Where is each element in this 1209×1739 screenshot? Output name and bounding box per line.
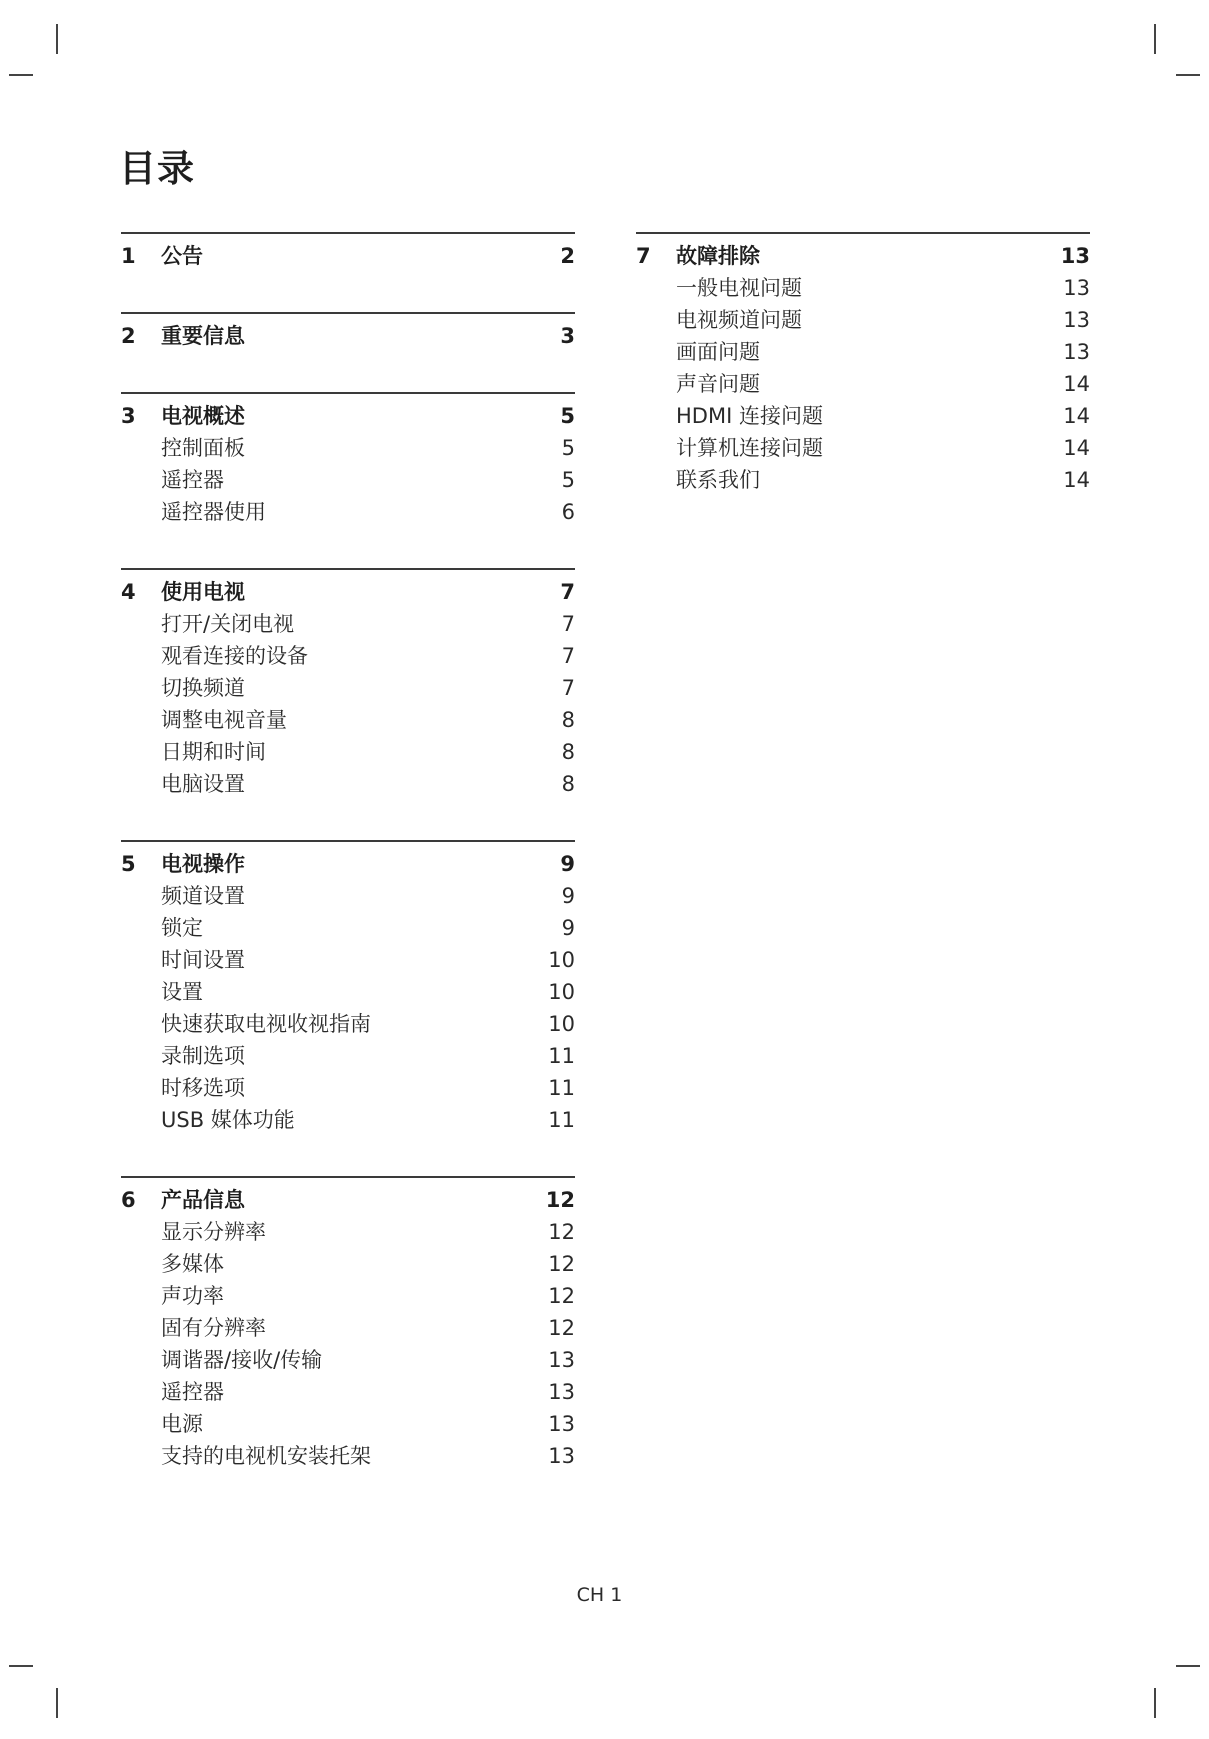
entry-title: 电源 bbox=[161, 1412, 203, 1436]
entry-page-number: 8 bbox=[561, 772, 575, 796]
entry-title: 声功率 bbox=[161, 1284, 224, 1308]
toc-entry-link[interactable] bbox=[636, 336, 1090, 368]
entry-title: 时间设置 bbox=[161, 948, 245, 972]
toc-chapter-link[interactable] bbox=[121, 320, 575, 352]
entry-title: 控制面板 bbox=[161, 436, 245, 460]
entry-title: 电脑设置 bbox=[161, 772, 245, 796]
entry-title: 多媒体 bbox=[161, 1252, 224, 1276]
toc-entry-link[interactable] bbox=[121, 1104, 575, 1136]
entry-title: 固有分辨率 bbox=[161, 1316, 266, 1340]
entry-page-number: 12 bbox=[548, 1316, 575, 1340]
entry-page-number: 13 bbox=[548, 1444, 575, 1468]
entry-title: 切换频道 bbox=[161, 676, 245, 700]
entry-title: 观看连接的设备 bbox=[161, 644, 308, 668]
chapter-page-number: 2 bbox=[560, 244, 575, 268]
toc-entry-link[interactable] bbox=[121, 608, 575, 640]
toc-section bbox=[121, 1176, 575, 1472]
toc-chapter-link[interactable] bbox=[121, 576, 575, 608]
toc-entry-link[interactable] bbox=[636, 368, 1090, 400]
entry-page-number: 10 bbox=[548, 1012, 575, 1036]
toc-entry-link[interactable] bbox=[121, 1008, 575, 1040]
chapter-title: 故障排除 bbox=[676, 244, 760, 268]
toc-entry-link[interactable] bbox=[121, 1408, 575, 1440]
entry-page-number: 5 bbox=[561, 468, 575, 492]
entry-title: 录制选项 bbox=[161, 1044, 245, 1068]
entry-page-number: 11 bbox=[548, 1044, 575, 1068]
entry-page-number: 8 bbox=[561, 740, 575, 764]
toc-entry-link[interactable] bbox=[121, 1216, 575, 1248]
crop-mark bbox=[1154, 24, 1156, 54]
crop-mark bbox=[9, 1665, 33, 1667]
entry-title: 支持的电视机安装托架 bbox=[161, 1444, 371, 1468]
entry-title: 调整电视音量 bbox=[161, 708, 287, 732]
chapter-title: 重要信息 bbox=[161, 324, 245, 348]
toc-entry-link[interactable] bbox=[121, 1312, 575, 1344]
page-footer bbox=[0, 1584, 1209, 1606]
entry-title: 打开/关闭电视 bbox=[161, 612, 295, 636]
toc-section bbox=[636, 232, 1090, 496]
crop-mark bbox=[56, 24, 58, 54]
entry-title: 时移选项 bbox=[161, 1076, 245, 1100]
toc-entry-link[interactable] bbox=[636, 432, 1090, 464]
entry-title: 遥控器 bbox=[161, 468, 224, 492]
toc-right-column bbox=[636, 232, 1090, 496]
toc-entry-link[interactable] bbox=[121, 768, 575, 800]
chapter-title: 公告 bbox=[161, 244, 203, 268]
entry-title: 频道设置 bbox=[161, 884, 245, 908]
entry-title: 电视频道问题 bbox=[676, 308, 802, 332]
toc-chapter-link[interactable] bbox=[121, 400, 575, 432]
chapter-page-number: 5 bbox=[560, 404, 575, 428]
toc-entry-link[interactable] bbox=[121, 1248, 575, 1280]
toc-entry-link[interactable] bbox=[636, 464, 1090, 496]
chapter-number: 7 bbox=[636, 244, 651, 268]
chapter-number: 4 bbox=[121, 580, 136, 604]
entry-title: 一般电视问题 bbox=[676, 276, 802, 300]
crop-mark bbox=[9, 74, 33, 76]
entry-title: 画面问题 bbox=[676, 340, 760, 364]
entry-page-number: 9 bbox=[561, 916, 575, 940]
entry-page-number: 13 bbox=[548, 1380, 575, 1404]
entry-title: 遥控器使用 bbox=[161, 500, 266, 524]
chapter-title: 电视概述 bbox=[161, 404, 245, 428]
crop-mark bbox=[1154, 1688, 1156, 1718]
toc-entry-link[interactable] bbox=[121, 1280, 575, 1312]
entry-title: 快速获取电视收视指南 bbox=[161, 1012, 371, 1036]
entry-page-number: 5 bbox=[561, 436, 575, 460]
entry-title: 联系我们 bbox=[676, 468, 760, 492]
entry-page-number: 8 bbox=[561, 708, 575, 732]
toc-entry-link[interactable] bbox=[121, 464, 575, 496]
toc-entry-link[interactable] bbox=[121, 704, 575, 736]
toc-section bbox=[121, 568, 575, 800]
toc-entry-link[interactable] bbox=[121, 912, 575, 944]
chapter-page-number: 7 bbox=[560, 580, 575, 604]
entry-page-number: 14 bbox=[1063, 468, 1090, 492]
entry-title: 遥控器 bbox=[161, 1380, 224, 1404]
toc-section bbox=[121, 312, 575, 352]
chapter-number: 6 bbox=[121, 1188, 136, 1212]
toc-entry-link[interactable] bbox=[636, 304, 1090, 336]
page-label: CH 1 bbox=[576, 1584, 623, 1606]
chapter-title: 使用电视 bbox=[161, 580, 245, 604]
entry-page-number: 14 bbox=[1063, 436, 1090, 460]
entry-page-number: 13 bbox=[1063, 340, 1090, 364]
entry-page-number: 7 bbox=[561, 644, 575, 668]
toc-chapter-link[interactable] bbox=[121, 1184, 575, 1216]
entry-page-number: 12 bbox=[548, 1220, 575, 1244]
toc-entry-link[interactable] bbox=[121, 1440, 575, 1472]
entry-page-number: 9 bbox=[561, 884, 575, 908]
entry-page-number: 13 bbox=[548, 1412, 575, 1436]
entry-title: 设置 bbox=[161, 980, 203, 1004]
toc-entry-link[interactable] bbox=[636, 272, 1090, 304]
entry-page-number: 12 bbox=[548, 1284, 575, 1308]
entry-title: 锁定 bbox=[161, 916, 203, 940]
toc-entry-link[interactable] bbox=[121, 640, 575, 672]
entry-page-number: 14 bbox=[1063, 372, 1090, 396]
chapter-number: 3 bbox=[121, 404, 136, 428]
toc-entry-link[interactable] bbox=[121, 1376, 575, 1408]
entry-page-number: 13 bbox=[1063, 308, 1090, 332]
chapter-title: 产品信息 bbox=[161, 1188, 245, 1212]
entry-title: USB 媒体功能 bbox=[161, 1108, 295, 1132]
toc-chapter-link[interactable] bbox=[121, 848, 575, 880]
entry-title: 日期和时间 bbox=[161, 740, 266, 764]
toc-section bbox=[121, 392, 575, 528]
crop-mark bbox=[56, 1688, 58, 1718]
chapter-title: 电视操作 bbox=[161, 852, 245, 876]
entry-page-number: 6 bbox=[561, 500, 575, 524]
toc-section bbox=[121, 840, 575, 1136]
toc-section bbox=[121, 232, 575, 272]
chapter-page-number: 9 bbox=[560, 852, 575, 876]
entry-page-number: 11 bbox=[548, 1108, 575, 1132]
toc-entry-link[interactable] bbox=[121, 880, 575, 912]
page-title: 目录 bbox=[119, 147, 195, 190]
toc-entry-link[interactable] bbox=[121, 432, 575, 464]
toc-entry-link[interactable] bbox=[121, 1344, 575, 1376]
entry-page-number: 13 bbox=[548, 1348, 575, 1372]
toc-chapter-link[interactable] bbox=[121, 240, 575, 272]
toc-entry-link[interactable] bbox=[636, 400, 1090, 432]
entry-page-number: 10 bbox=[548, 980, 575, 1004]
entry-page-number: 14 bbox=[1063, 404, 1090, 428]
toc-left-column bbox=[121, 232, 575, 1472]
chapter-page-number: 12 bbox=[545, 1188, 575, 1212]
entry-page-number: 11 bbox=[548, 1076, 575, 1100]
entry-title: 调谐器/接收/传输 bbox=[161, 1348, 323, 1372]
toc-entry-link[interactable] bbox=[121, 672, 575, 704]
chapter-page-number: 3 bbox=[560, 324, 575, 348]
toc-chapter-link[interactable] bbox=[636, 240, 1090, 272]
chapter-number: 1 bbox=[121, 244, 136, 268]
entry-title: 声音问题 bbox=[676, 372, 760, 396]
crop-mark bbox=[1176, 74, 1200, 76]
entry-page-number: 12 bbox=[548, 1252, 575, 1276]
toc-entry-link[interactable] bbox=[121, 496, 575, 528]
entry-title: HDMI 连接问题 bbox=[676, 404, 823, 428]
entry-page-number: 13 bbox=[1063, 276, 1090, 300]
toc-entry-link[interactable] bbox=[121, 976, 575, 1008]
entry-page-number: 7 bbox=[561, 676, 575, 700]
toc-entry-link[interactable] bbox=[121, 1072, 575, 1104]
toc-entry-link[interactable] bbox=[121, 736, 575, 768]
entry-page-number: 7 bbox=[561, 612, 575, 636]
chapter-page-number: 13 bbox=[1060, 244, 1090, 268]
toc-entry-link[interactable] bbox=[121, 1040, 575, 1072]
chapter-number: 2 bbox=[121, 324, 136, 348]
crop-mark bbox=[1176, 1665, 1200, 1667]
entry-page-number: 10 bbox=[548, 948, 575, 972]
entry-title: 显示分辨率 bbox=[161, 1220, 266, 1244]
chapter-number: 5 bbox=[121, 852, 136, 876]
toc-entry-link[interactable] bbox=[121, 944, 575, 976]
entry-title: 计算机连接问题 bbox=[676, 436, 823, 460]
